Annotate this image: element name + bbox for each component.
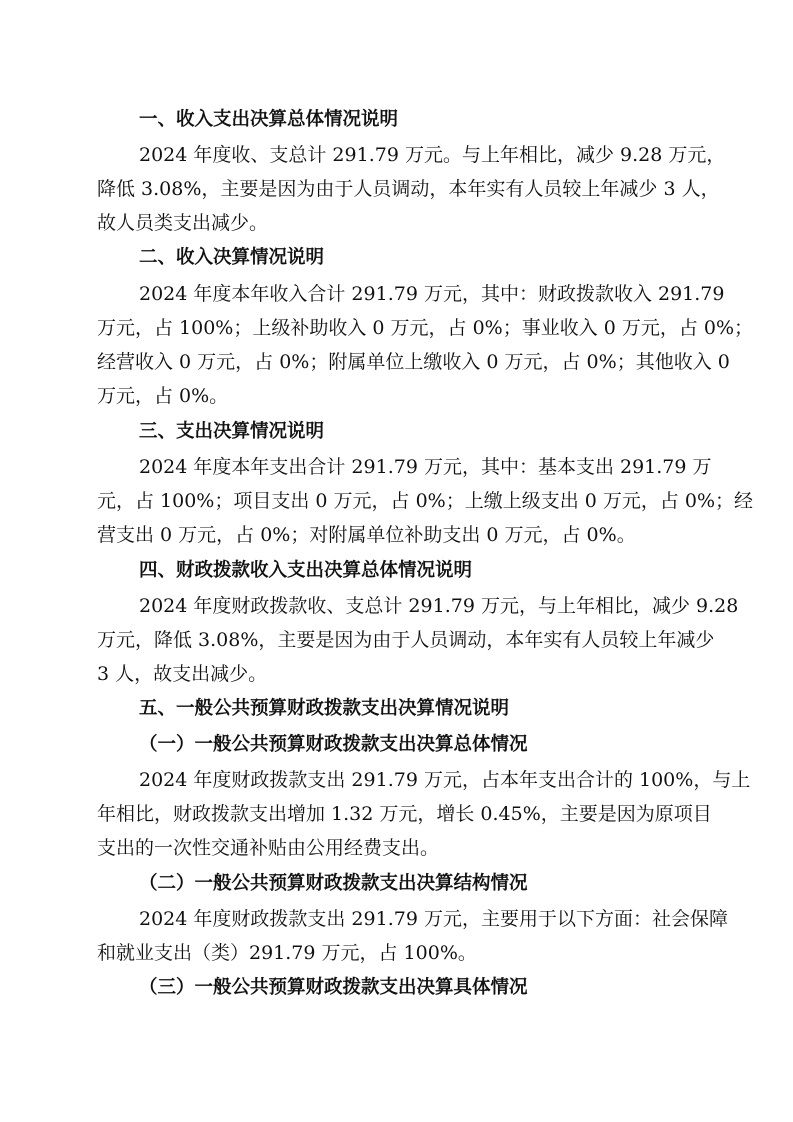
paragraph-line: 支出的一次性交通补贴由公用经费支出。 <box>97 837 440 859</box>
paragraph-line: 营支出 0 万元，占 0%；对附属单位补助支出 0 万元，占 0%。 <box>97 524 636 546</box>
paragraph-line: 万元，降低 3.08%，主要是因为由于人员调动，本年实有人员较上年减少 <box>97 629 715 651</box>
paragraph-line: 和就业支出（类）291.79 万元，占 100%。 <box>97 942 477 964</box>
paragraph-line: 2024 年度本年支出合计 291.79 万元，其中：基本支出 291.79 万 <box>139 456 712 478</box>
paragraph-line: 元，占 100%；项目支出 0 万元，占 0%；上缴上级支出 0 万元，占 0%；经 <box>97 490 754 512</box>
section-heading-1: 一、收入支出决算总体情况说明 <box>139 109 399 130</box>
paragraph-line: 经营收入 0 万元，占 0%；附属单位上缴收入 0 万元，占 0%；其他收入 0 <box>97 351 730 373</box>
section-heading-3: 三、支出决算情况说明 <box>139 421 325 442</box>
paragraph-line: 故人员类支出减少。 <box>97 212 269 234</box>
paragraph-line: 2024 年度收、支总计 291.79 万元。与上年相比，减少 9.28 万元， <box>139 144 726 166</box>
paragraph-line: 2024 年度财政拨款收、支总计 291.79 万元，与上年相比，减少 9.28 <box>139 595 739 617</box>
paragraph-line: 年相比，财政拨款支出增加 1.32 万元，增长 0.45%，主要是因为原项目 <box>97 803 712 825</box>
section-heading-2: 二、收入决算情况说明 <box>139 247 325 268</box>
paragraph-line: 2024 年度本年收入合计 291.79 万元，其中：财政拨款收入 291.79 <box>139 283 725 305</box>
section-heading-5: 五、一般公共预算财政拨款支出决算情况说明 <box>139 698 510 719</box>
paragraph-line: 2024 年度财政拨款支出 291.79 万元，主要用于以下方面：社会保障 <box>139 908 728 930</box>
paragraph-line: 降低 3.08%，主要是因为由于人员调动，本年实有人员较上年减少 3 人， <box>97 178 720 200</box>
subsection-heading-3: （三）一般公共预算财政拨款支出决算具体情况 <box>139 977 528 998</box>
subsection-heading-2: （二）一般公共预算财政拨款支出决算结构情况 <box>139 873 528 894</box>
paragraph-line: 万元，占 0%。 <box>97 385 229 407</box>
subsection-heading-1: （一）一般公共预算财政拨款支出决算总体情况 <box>139 734 528 755</box>
section-heading-4: 四、财政拨款收入支出决算总体情况说明 <box>139 560 473 581</box>
paragraph-line: 3 人，故支出减少。 <box>97 663 268 685</box>
paragraph-line: 2024 年度财政拨款支出 291.79 万元，占本年支出合计的 100%，与上 <box>139 769 751 791</box>
paragraph-line: 万元，占 100%；上级补助收入 0 万元，占 0%；事业收入 0 万元，占 0%； <box>97 317 754 339</box>
